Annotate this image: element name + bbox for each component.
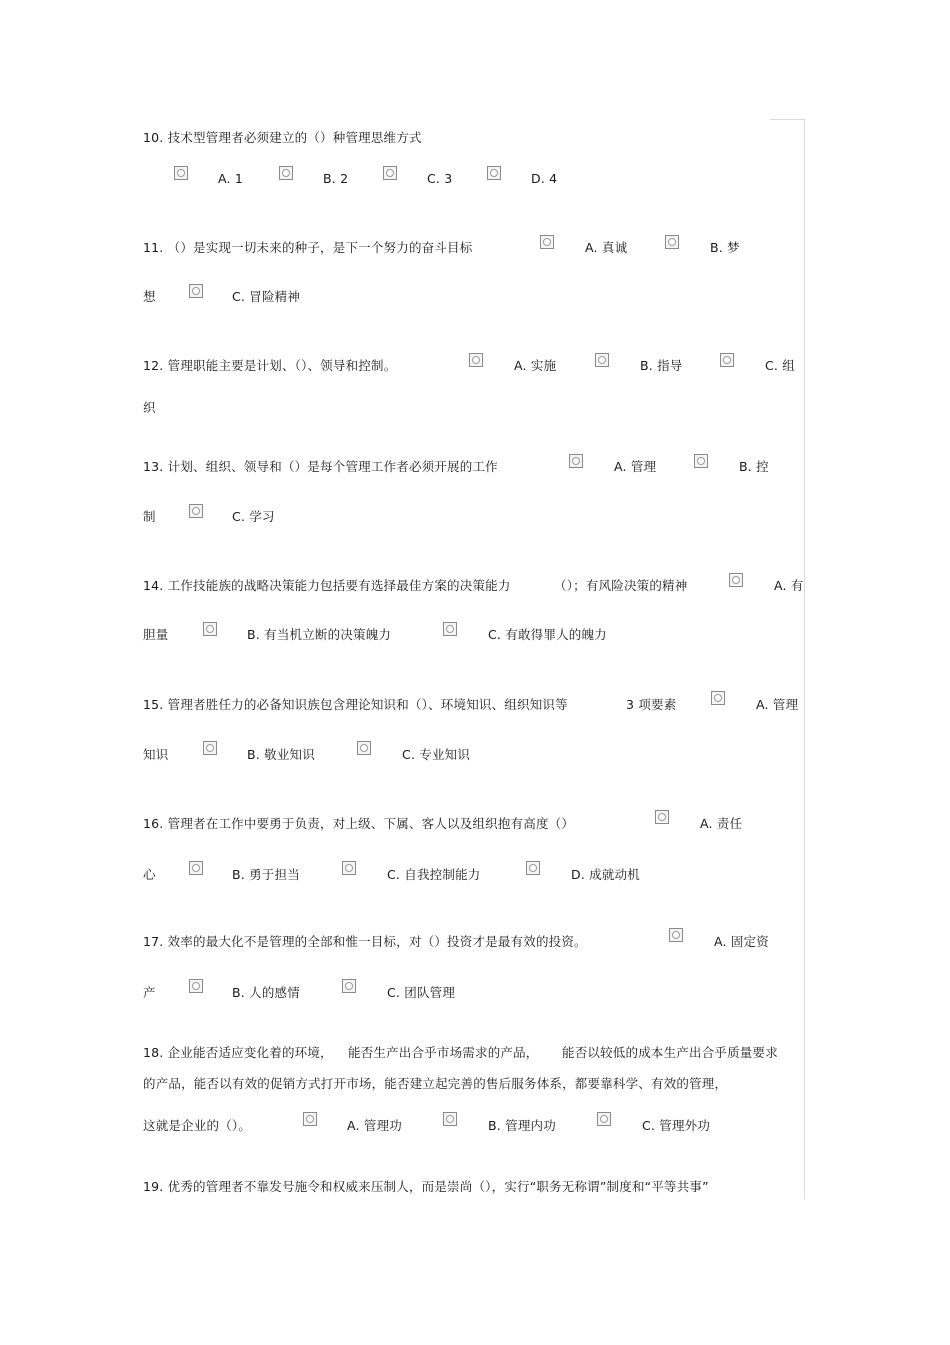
radio-q13-c[interactable] bbox=[189, 504, 203, 518]
option-q18-a: A. 管理功 bbox=[347, 1118, 402, 1133]
radio-q17-b[interactable] bbox=[189, 979, 203, 993]
radio-q15-a[interactable] bbox=[711, 691, 725, 705]
radio-q13-b[interactable] bbox=[694, 454, 708, 468]
option-q17-a-cont: 产 bbox=[143, 985, 156, 1000]
option-q16-a-cont: 心 bbox=[143, 867, 156, 882]
radio-q11-b[interactable] bbox=[665, 235, 679, 249]
option-q12-c: C. 组 bbox=[765, 358, 795, 373]
radio-q18-c[interactable] bbox=[597, 1112, 611, 1126]
question-18-text-1b: 能否生产出合乎市场需求的产品， bbox=[348, 1045, 539, 1060]
question-15-text: 15. 管理者胜任力的必备知识族包含理论知识和（）、环境知识、组织知识等 bbox=[143, 697, 568, 712]
option-q12-c-cont: 织 bbox=[143, 400, 156, 415]
option-q17-a: A. 固定资 bbox=[714, 934, 769, 949]
option-q16-a: A. 责任 bbox=[700, 816, 743, 831]
option-q16-c: C. 自我控制能力 bbox=[387, 867, 481, 882]
option-q15-a-cont: 知识 bbox=[143, 747, 169, 762]
option-q10-c: C. 3 bbox=[427, 171, 453, 186]
radio-q11-c[interactable] bbox=[189, 284, 203, 298]
radio-q16-a[interactable] bbox=[655, 810, 669, 824]
option-q16-b: B. 勇于担当 bbox=[232, 867, 300, 882]
option-q14-a: A. 有 bbox=[774, 578, 804, 593]
question-14-text: 14. 工作技能族的战略决策能力包括要有选择最佳方案的决策能力 bbox=[143, 578, 511, 593]
radio-q12-a[interactable] bbox=[469, 353, 483, 367]
radio-q14-a[interactable] bbox=[729, 573, 743, 587]
option-q15-c: C. 专业知识 bbox=[402, 747, 471, 762]
radio-q10-b[interactable] bbox=[279, 166, 293, 180]
page-right-border bbox=[804, 119, 805, 1199]
question-12-text: 12. 管理职能主要是计划、（）、领导和控制。 bbox=[143, 358, 397, 373]
option-q10-b: B. 2 bbox=[323, 171, 349, 186]
radio-q15-c[interactable] bbox=[357, 741, 371, 755]
option-q18-b: B. 管理内功 bbox=[488, 1118, 556, 1133]
question-16-text: 16. 管理者在工作中要勇于负责，对上级、下属、客人以及组织抱有高度（） bbox=[143, 816, 575, 831]
question-17-text: 17. 效率的最大化不是管理的全部和惟一目标，对（）投资才是最有效的投资。 bbox=[143, 934, 587, 949]
option-q14-c: C. 有敢得罪人的魄力 bbox=[488, 627, 607, 642]
option-q13-a: A. 管理 bbox=[614, 459, 657, 474]
radio-q16-d[interactable] bbox=[526, 861, 540, 875]
question-14-text-cont: （）；有风险决策的精神 bbox=[554, 578, 688, 593]
question-19-text: 19. 优秀的管理者不靠发号施令和权威来压制人，而是崇尚（），实行“职务无称谓”制度和“平等共事” bbox=[143, 1179, 709, 1194]
option-q15-a: A. 管理 bbox=[756, 697, 799, 712]
question-18-text-3: 这就是企业的（）。 bbox=[143, 1118, 252, 1133]
option-q13-b: B. 控 bbox=[739, 459, 769, 474]
question-13-text: 13. 计划、组织、领导和（）是每个管理工作者必须开展的工作 bbox=[143, 459, 498, 474]
option-q13-b-cont: 制 bbox=[143, 509, 156, 524]
option-q10-d: D. 4 bbox=[531, 171, 558, 186]
option-q13-c: C. 学习 bbox=[232, 509, 275, 524]
radio-q14-b[interactable] bbox=[203, 622, 217, 636]
radio-q10-c[interactable] bbox=[383, 166, 397, 180]
question-11-text: 11. （）是实现一切未来的种子，是下一个努力的奋斗目标 bbox=[143, 240, 473, 255]
page-top-border bbox=[770, 119, 804, 120]
option-q17-b: B. 人的感情 bbox=[232, 985, 300, 1000]
radio-q14-c[interactable] bbox=[443, 622, 457, 636]
radio-q11-a[interactable] bbox=[540, 235, 554, 249]
radio-q10-a[interactable] bbox=[174, 166, 188, 180]
option-q12-a: A. 实施 bbox=[514, 358, 557, 373]
radio-q12-c[interactable] bbox=[720, 353, 734, 367]
question-15-text-cont: 3 项要素 bbox=[626, 697, 677, 712]
option-q11-b: B. 梦 bbox=[710, 240, 740, 255]
radio-q15-b[interactable] bbox=[203, 741, 217, 755]
option-q14-a-cont: 胆量 bbox=[143, 627, 169, 642]
radio-q12-b[interactable] bbox=[595, 353, 609, 367]
option-q16-d: D. 成就动机 bbox=[571, 867, 640, 882]
option-q17-c: C. 团队管理 bbox=[387, 985, 456, 1000]
option-q11-c: C. 冒险精神 bbox=[232, 289, 301, 304]
option-q11-b-cont: 想 bbox=[143, 289, 156, 304]
option-q15-b: B. 敬业知识 bbox=[247, 747, 315, 762]
question-18-text-1c: 能否以较低的成本生产出合乎质量要求 bbox=[562, 1045, 778, 1060]
question-18-text-1a: 18. 企业能否适应变化着的环境， bbox=[143, 1045, 333, 1060]
option-q10-a: A. 1 bbox=[218, 171, 244, 186]
radio-q16-b[interactable] bbox=[189, 861, 203, 875]
radio-q13-a[interactable] bbox=[569, 454, 583, 468]
radio-q16-c[interactable] bbox=[342, 861, 356, 875]
option-q14-b: B. 有当机立断的决策魄力 bbox=[247, 627, 392, 642]
option-q18-c: C. 管理外功 bbox=[642, 1118, 711, 1133]
option-q12-b: B. 指导 bbox=[640, 358, 683, 373]
radio-q17-c[interactable] bbox=[342, 979, 356, 993]
radio-q18-a[interactable] bbox=[303, 1112, 317, 1126]
radio-q10-d[interactable] bbox=[487, 166, 501, 180]
radio-q18-b[interactable] bbox=[443, 1112, 457, 1126]
question-10-text: 10. 技术型管理者必须建立的（）种管理思维方式 bbox=[143, 130, 422, 145]
option-q11-a: A. 真诚 bbox=[585, 240, 628, 255]
question-18-text-2: 的产品，能否以有效的促销方式打开市场，能否建立起完善的售后服务体系，都要靠科学、有效的管理， bbox=[143, 1076, 728, 1091]
radio-q17-a[interactable] bbox=[669, 928, 683, 942]
